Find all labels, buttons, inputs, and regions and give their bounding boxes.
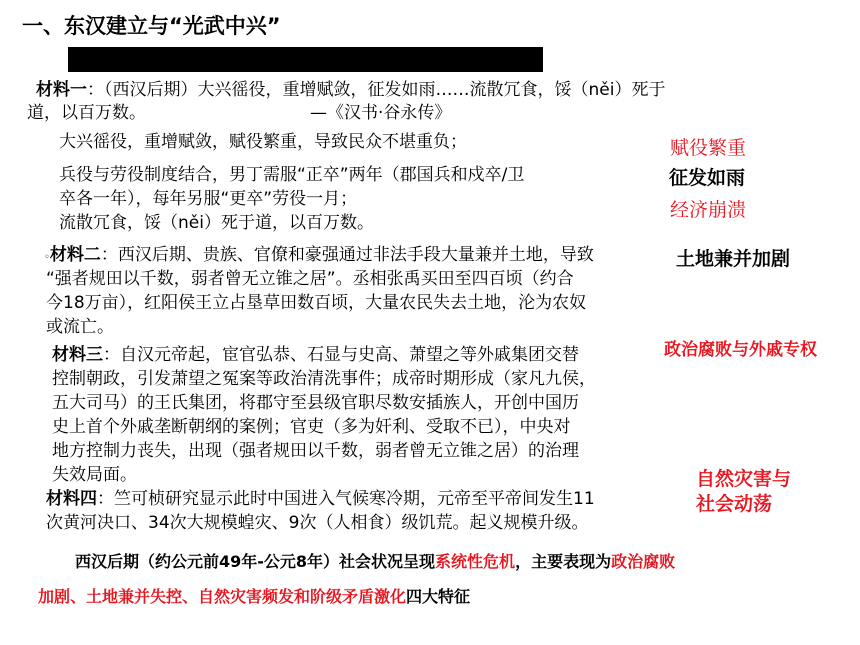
label-ziran-1: 自然灾害与 <box>696 468 792 490</box>
material-1-line-1 <box>36 78 665 103</box>
analysis-line-2: 兵役与劳役制度结合，男丁需服“正卒”两年（郡国兵和戍卒/卫 <box>59 165 525 185</box>
material-1-text-2: 道，以百万数。 <box>27 103 146 123</box>
material-3-line-2: 控制朝政，引发萧望之冤案等政治清洗事件；成帝时期形成（家凡九侯， <box>52 369 596 389</box>
material-2-label: 材料二 <box>49 245 101 265</box>
material-2-line-4: 或流亡。 <box>46 317 114 337</box>
summary-highlight-politics: 政治腐败 <box>611 552 676 571</box>
summary-line-1 <box>75 549 675 572</box>
material-1-text: ：（西汉后期）大兴徭役，重增赋敛，征发如雨……流散冗食，馁（něi）死于 <box>87 80 666 100</box>
material-3-line-4: 史上首个外戚垄断朝纲的案例；官吏（多为奸利、受取不已），中央对 <box>52 417 571 437</box>
material-4-line-1 <box>46 487 595 512</box>
summary-highlight-features: 加剧、土地兼并失控、自然灾害频发和阶级矛盾激化 <box>38 587 407 606</box>
bullet-dot: ◦ <box>44 252 50 263</box>
summary-highlight-crisis: 系统性危机 <box>435 552 516 571</box>
material-2-text: ：西汉后期、贵族、官僚和豪强通过非法手段大量兼并土地，导致 <box>100 245 594 265</box>
material-1-source: —《汉书·谷永传》 <box>310 103 452 123</box>
label-zhengfa: 征发如雨 <box>669 167 746 189</box>
summary-line-2 <box>38 584 470 607</box>
summary-part-6: 四大特征 <box>406 587 471 606</box>
material-3-text: ：自汉元帝起，宦官弘恭、石显与史高、萧望之等外戚集团交替 <box>103 345 579 365</box>
label-fuyi: 赋役繁重 <box>670 137 747 159</box>
material-3-label: 材料三 <box>52 345 103 365</box>
summary-part-3: ，主要表现为 <box>515 552 612 571</box>
section-heading: 一、东汉建立与“光武中兴” <box>22 14 281 38</box>
material-4-label: 材料四 <box>46 489 97 509</box>
material-3-line-3: 五大司马）的王氏集团，将郡守至县级官职尽数安插族人，开创中国历 <box>52 393 579 413</box>
material-2-line-2: “强者规田以千数，弱者曾无立锥之居”。丞相张禹买田至四百顷（约合 <box>46 269 574 289</box>
analysis-line-3: 卒各一年），每年另服“更卒”劳役一月； <box>59 189 358 209</box>
redaction-bar <box>68 47 543 72</box>
material-3-line-1 <box>52 343 579 368</box>
label-ziran-2: 社会动荡 <box>696 493 773 515</box>
material-1-line-2 <box>27 101 146 126</box>
material-1-label: 材料一 <box>36 80 87 100</box>
material-3-line-6: 失效局面。 <box>52 465 137 485</box>
material-4-text: ：竺可桢研究显示此时中国进入气候寒冷期，元帝至平帝间发生11 <box>97 489 595 509</box>
analysis-line-1: 大兴徭役，重增赋敛，赋役繁重，导致民众不堪重负； <box>59 132 467 152</box>
material-4-line-2: 次黄河决口、34次大规模蝗灾、9次（人相食）级饥荒。起义规模升级。 <box>46 513 589 533</box>
material-2-line-3: 今18万亩），红阳侯王立占垦草田数百顷，大量农民失去土地，沦为农奴 <box>46 293 587 313</box>
summary-part-1: 西汉后期（约公元前49年-公元8年）社会状况呈现 <box>75 552 436 571</box>
material-3-line-5: 地方控制力丧失，出现（强者规田以千数，弱者曾无立锥之居）的治理 <box>52 441 579 461</box>
label-tudi: 土地兼并加剧 <box>676 248 791 270</box>
label-zhengzhi: 政治腐败与外戚专权 <box>664 340 817 360</box>
label-jingji: 经济崩溃 <box>670 199 747 221</box>
analysis-line-4: 流散冗食，馁（něi）死于道，以百万数。 <box>59 213 374 233</box>
material-2-line-1 <box>44 243 594 270</box>
